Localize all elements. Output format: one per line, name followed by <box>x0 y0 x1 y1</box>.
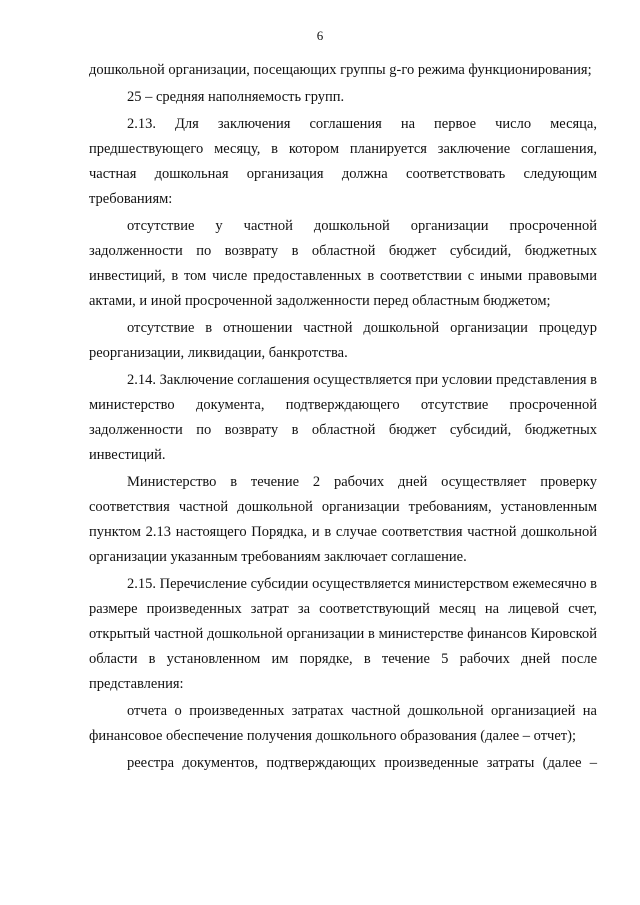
paragraph-average-occupancy: 25 – средняя наполняемость групп. <box>127 89 345 105</box>
paragraph-2-15: 2.15. Перечисление субсидии осуществляется министерством ежемесячно в размере произведенных затрат за соответствующий месяц на лицевой счет, открытый частной дошкольной организации в министерстве финансов Кировской области в установленном им порядке, в течение 5 рабочих дней после представления: <box>89 576 597 692</box>
paragraph-2-13: 2.13. Для заключения соглашения на первое число месяца, предшествующего месяцу, в котором планируется заключение соглашения, частная дошкольная организация должна соответствовать следующим требованиям: <box>89 116 597 207</box>
paragraph-requirement-no-procedures: отсутствие в отношении частной дошкольной организации процедур реорганизации, ликвидации, банкротства. <box>89 320 597 361</box>
paragraph-requirement-no-debt: отсутствие у частной дошкольной организации просроченной задолженности по возврату в областной бюджет субсидий, бюджетных инвестиций, в том числе предоставленных в соответствии с иными правовыми актами, и иной просроченной задолженности перед областным бюджетом; <box>89 218 597 309</box>
paragraph-2-14: 2.14. Заключение соглашения осуществляется при условии представления в министерство документа, подтверждающего отсутствие просроченной задолженности по возврату в областной бюджет субсидий, бюджетных инвестиций. <box>89 372 597 463</box>
page-number: 6 <box>316 28 324 43</box>
paragraph-report: отчета о произведенных затратах частной дошкольной организацией на финансовое обеспечение получения дошкольного образования (далее – отчет); <box>89 703 597 744</box>
document-body <box>89 58 597 778</box>
paragraph-continuation: дошкольной организации, посещающих группы g-го режима функционирования; <box>89 62 592 78</box>
paragraph-ministry-check: Министерство в течение 2 рабочих дней осуществляет проверку соответствия частной дошкольной организации требованиям, установленным пунктом 2.13 настоящего Порядка, и в случае соответствия частной дошкольной организации указанным требованиям заключает соглашение. <box>89 474 597 565</box>
paragraph-registry: реестра документов, подтверждающих произведенные затраты (далее – <box>127 755 597 771</box>
